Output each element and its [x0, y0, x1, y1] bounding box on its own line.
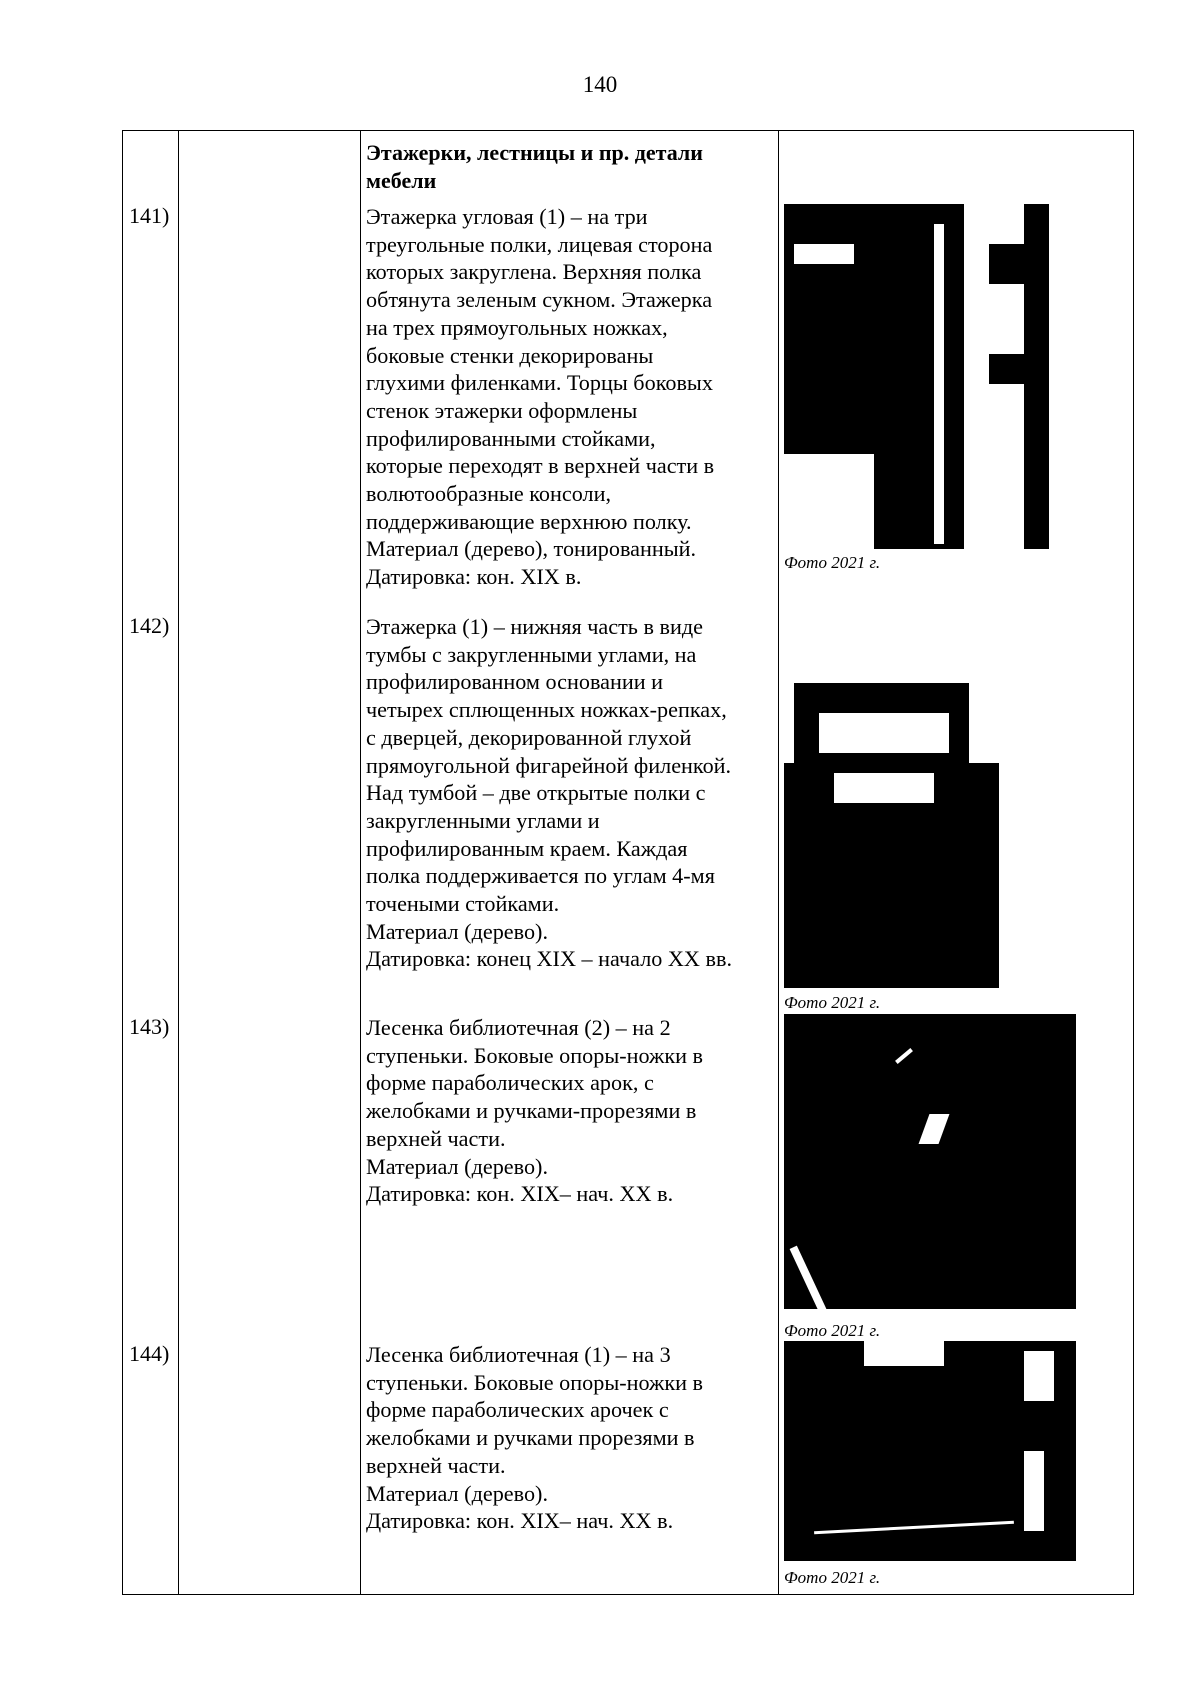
photo-etagere: [784, 643, 999, 988]
description-line: стенок этажерки оформлены: [366, 397, 638, 423]
photo-caption: Фото 2021 г.: [784, 1568, 881, 1587]
description-line: Лесенка библиотечная (2) – на 2: [366, 1015, 671, 1040]
description-line: треугольные полки, лицевая сторона: [366, 231, 713, 257]
description-line: профилированным краем. Каждая: [366, 835, 688, 861]
description-line: волютообразные консоли,: [366, 481, 612, 507]
entry-description: [366, 613, 784, 973]
description-line: Материал (дерево).: [366, 918, 548, 944]
description-line: желобками и ручками прорезями в: [366, 1425, 695, 1451]
description-line: желобками и ручками-прорезями в: [366, 1098, 697, 1124]
description-line: прямоугольной фигарейной филенкой.: [366, 752, 732, 778]
description-line: четырех сплющенных ножках-репках,: [366, 697, 727, 723]
catalog-table: [122, 130, 1134, 1595]
description-line: верхней части.: [366, 1125, 506, 1151]
description-line: Датировка: кон. XIX в.: [366, 564, 582, 590]
description-line: Над тумбой – две открытые полки с: [366, 780, 706, 806]
description-line: форме параболических арочек с: [366, 1397, 669, 1423]
description-line: форме параболических арок, с: [366, 1070, 654, 1096]
section-title: [366, 139, 766, 195]
description-line: Материал (дерево).: [366, 1153, 548, 1179]
description-line: Датировка: кон. XIX– нач. XX в.: [366, 1181, 674, 1207]
entry-number: 142): [129, 613, 170, 638]
description-line: верхней части.: [366, 1452, 506, 1478]
description-line: профилированном основании и: [366, 669, 664, 695]
entry-number: 141): [129, 203, 170, 228]
photo-caption: Фото 2021 г.: [784, 553, 881, 572]
section-title-line: мебели: [366, 168, 437, 193]
description-line: которых закруглена. Верхняя полка: [366, 259, 702, 285]
column-divider: [178, 131, 179, 1594]
photo-library-ladder-2: [784, 1014, 1076, 1309]
description-line: Этажерка угловая (1) – на три: [366, 204, 648, 229]
description-line: Датировка: кон. XIX– нач. XX в.: [366, 1508, 674, 1534]
column-divider: [360, 131, 361, 1594]
description-line: тумбы с закругленными углами, на: [366, 641, 697, 667]
description-line: обтянута зеленым сукном. Этажерка: [366, 287, 713, 313]
description-line: поддерживающие верхнюю полку.: [366, 508, 692, 534]
description-line: точеными стойками.: [366, 891, 560, 917]
description-line: Этажерка (1) – нижняя часть в виде: [366, 614, 703, 639]
description-line: профилированными стойками,: [366, 425, 656, 451]
entry-number: 143): [129, 1014, 170, 1039]
section-title-line: Этажерки, лестницы и пр. детали: [366, 140, 703, 165]
description-line: с дверцей, декорированной глухой: [366, 724, 692, 750]
description-line: глухими филенками. Торцы боковых: [366, 370, 713, 396]
photo-caption: Фото 2021 г.: [784, 993, 881, 1012]
description-line: которые переходят в верхней части в: [366, 453, 715, 479]
description-line: ступеньки. Боковые опоры-ножки в: [366, 1042, 704, 1068]
description-line: Материал (дерево).: [366, 1480, 548, 1506]
photo-caption: Фото 2021 г.: [784, 1321, 881, 1340]
entry-number: 144): [129, 1341, 170, 1366]
description-line: Материал (дерево), тонированный.: [366, 536, 697, 562]
description-line: закругленными углами и: [366, 807, 600, 833]
photo-library-ladder-1: [784, 1341, 1076, 1561]
entry-description: [366, 1014, 784, 1208]
description-line: Датировка: конец XIX – начало XX вв.: [366, 946, 732, 972]
page-number: 140: [582, 72, 618, 97]
photo-corner-etagere: [784, 204, 1049, 549]
description-line: ступеньки. Боковые опоры-ножки в: [366, 1369, 704, 1395]
description-line: Лесенка библиотечная (1) – на 3: [366, 1342, 671, 1367]
entry-description: [366, 1341, 784, 1535]
entry-description: [366, 203, 784, 591]
description-line: боковые стенки декорированы: [366, 342, 654, 368]
description-line: на трех прямоугольных ножках,: [366, 314, 668, 340]
description-line: полка поддерживается по углам 4-мя: [366, 863, 715, 889]
